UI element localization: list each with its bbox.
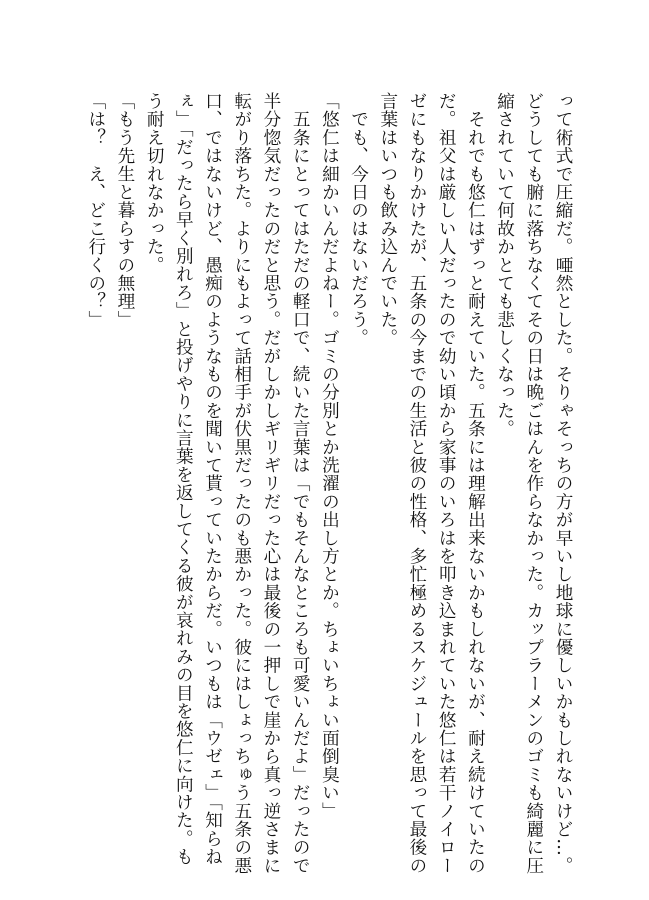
text-line: 「悠仁は細かいんだよねー。ゴミの分別とか洗濯の出し方とか。ちょいちょい面倒臭い」 [319, 92, 340, 820]
text-line: でも、今日のはないだろう。 [348, 92, 369, 347]
text-line: ゼにもなりかけたが、五条の今までの生活と彼の性格、多忙極めるスケジュールを思って最後の [406, 92, 427, 875]
text-line: って術式で圧縮だ。唖然とした。そりゃそっちの方が早いし地球に優しいかもしれないけど…。 [553, 92, 573, 875]
text-line: 五条にとってはただの軽口で、続いた言葉は「でもそんなところも可愛いんだよ」だったので [290, 92, 311, 875]
text-line: う耐え切れなかった。 [144, 92, 165, 274]
text-line: 「もう先生と暮らすの無理」 [114, 92, 135, 329]
text-line: 半分惚気だったのだと思う。だがしかしギリギリだった心は最後の一押しで崖から真っ逆さまに [260, 92, 281, 875]
vertical-text-body [81, 92, 577, 875]
text-line: 転がり落ちた。よりにもよって話相手が伏黒だったのも悪かった。彼にはしょっちゅう五条の悪 [231, 92, 252, 875]
text-line: 「は？ え、どこ行くの？」 [85, 92, 106, 329]
text-line: 言葉はいつも飲み込んでいた。 [377, 92, 398, 347]
text-line: だ。祖父は厳しい人だったので幼い頃から家事のいろはを叩き込まれていた悠仁は若干ノイロー [436, 92, 457, 875]
text-line: どうしても腑に落ちなくてその日は晩ごはんを作らなかった。カップラーメンのゴミも綺麗に圧 [523, 92, 544, 875]
text-line: それでも悠仁はずっと耐えていた。五条には理解出来ないかもしれないが、耐え続けていたの [465, 92, 486, 875]
text-line: 口、ではないけど、愚痴のようなものを聞いて貰っていたからだ。いつもは「ウゼェ」「知らね [202, 92, 223, 866]
text-line: ぇ」「だったら早く別れろ」と投げやりに言葉を返してくる彼が哀れみの目を悠仁に向けた。も [173, 92, 194, 866]
text-line: 縮されていて何故かとても悲しくなった。 [494, 92, 515, 438]
